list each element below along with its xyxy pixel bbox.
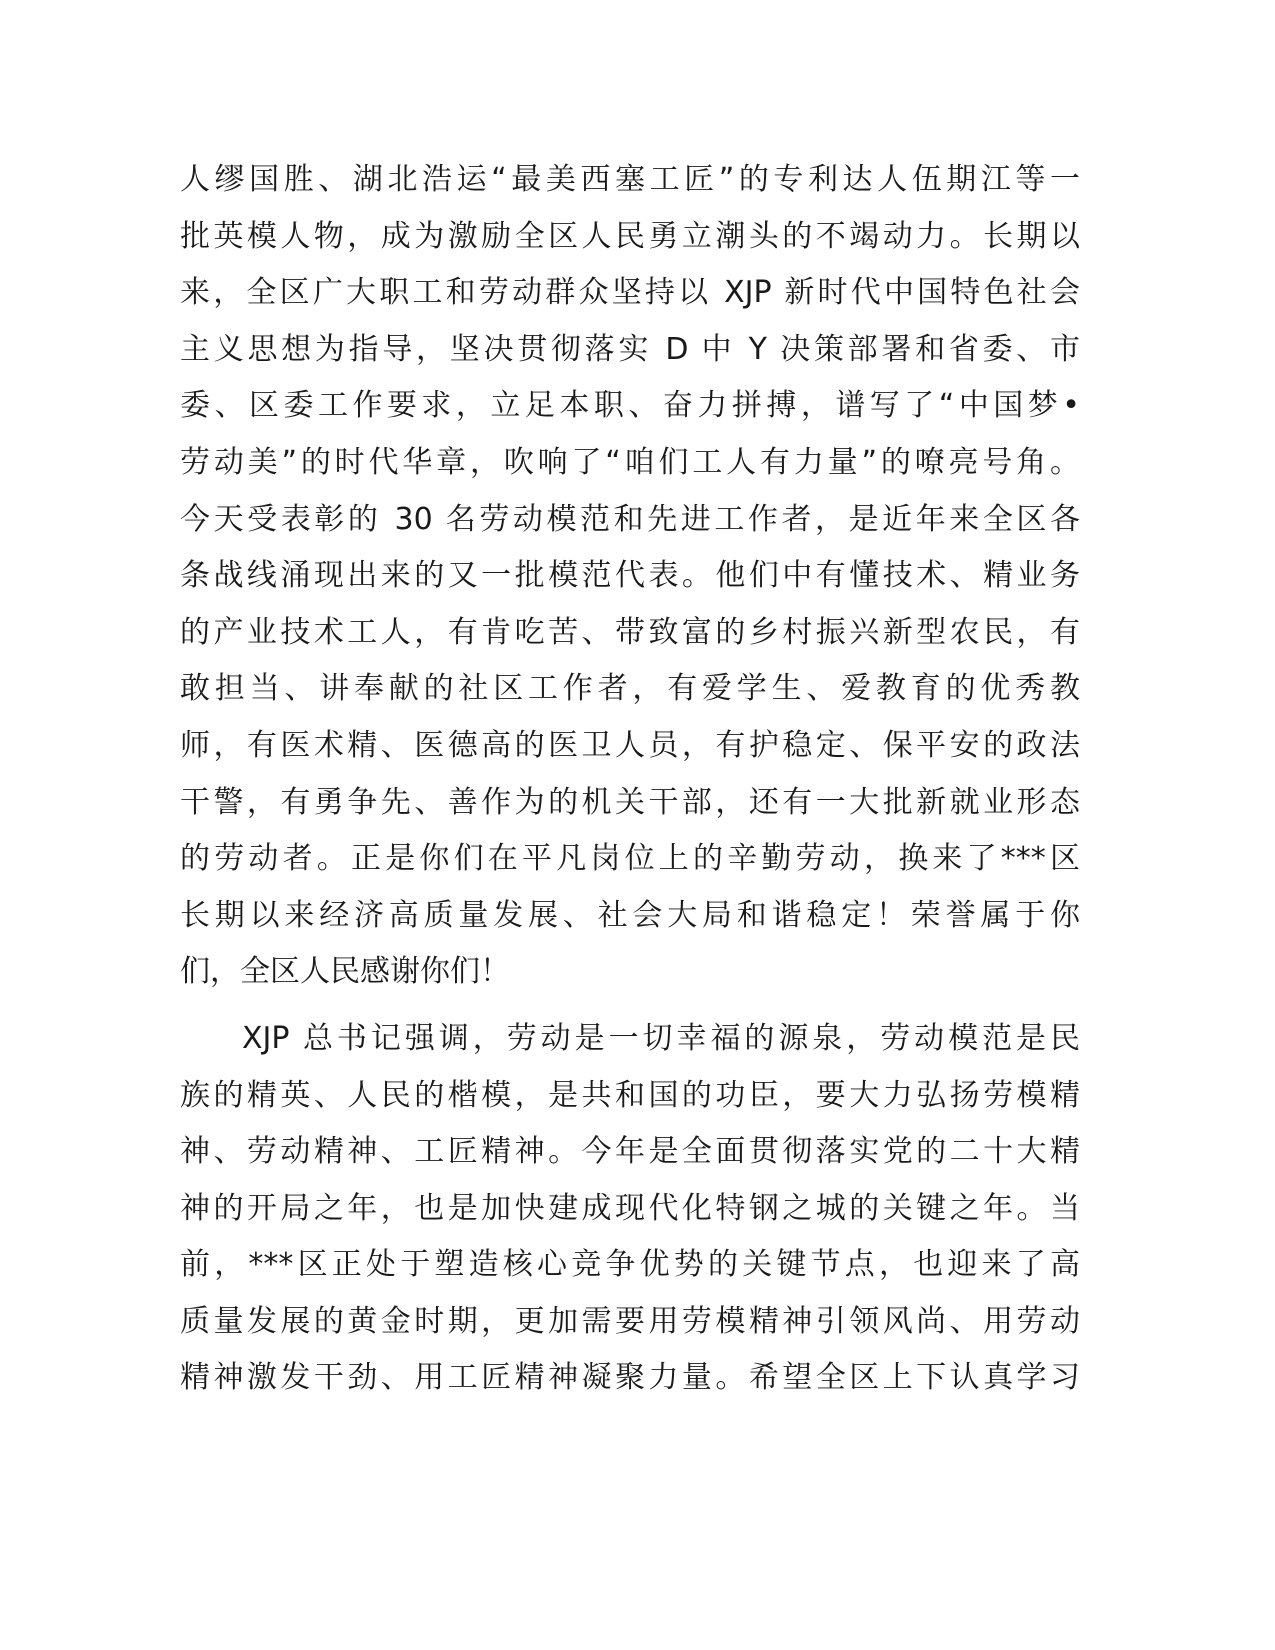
- text-line: 质量发展的黄金时期，更加需要用劳模精神引领风尚、用劳动: [180, 1303, 1080, 1339]
- text-line: 委、区委工作要求，立足本职、奋力拼搏，谱写了“中国梦•: [180, 388, 1080, 424]
- text-line: 来，全区广大职工和劳动群众坚持以 XJP 新时代中国特色社会: [180, 275, 1080, 311]
- text-line: 族的精英、人民的楷模，是共和国的功臣，要大力弘扬劳模精: [180, 1077, 1080, 1113]
- text-line: 的产业技术工人，有肯吃苦、带致富的乡村振兴新型农民，有: [180, 614, 1080, 650]
- text-line: 前，***区正处于塑造核心竞争优势的关键节点，也迎来了高: [180, 1247, 1080, 1283]
- body-text: [180, 152, 1080, 1407]
- text-line: 条战线涌现出来的又一批模范代表。他们中有懂技术、精业务: [180, 558, 1080, 594]
- text-line: 批英模人物，成为激励全区人民勇立潮头的不竭动力。长期以: [180, 218, 1080, 254]
- paragraph-1: [180, 152, 1080, 1001]
- text-line: 师，有医术精、医德高的医卫人员，有护稳定、保平安的政法: [180, 727, 1080, 763]
- text-line: 今天受表彰的 30 名劳动模范和先进工作者，是近年来全区各: [180, 501, 1080, 537]
- paragraph-gap: [180, 1001, 1080, 1011]
- text-line: 劳动美”的时代华章，吹响了“咱们工人有力量”的嘹亮号角。: [180, 444, 1080, 480]
- text-line: 人缪国胜、湖北浩运“最美西塞工匠”的专利达人伍期江等一: [180, 162, 1080, 197]
- text-line: XJP 总书记强调，劳动是一切幸福的源泉，劳动模范是民: [242, 1020, 1080, 1056]
- text-line: 神的开局之年，也是加快建成现代化特钢之城的关键之年。当: [180, 1190, 1080, 1226]
- text-line: 精神激发干劲、用工匠精神凝聚力量。希望全区上下认真学习: [180, 1360, 1080, 1396]
- text-line: 干警，有勇争先、善作为的机关干部，还有一大批新就业形态: [180, 784, 1080, 820]
- text-line: 的劳动者。正是你们在平凡岗位上的辛勤劳动，换来了***区: [180, 841, 1080, 877]
- text-line: 长期以来经济高质量发展、社会大局和谐稳定！荣誉属于你: [180, 897, 1080, 933]
- text-line: 敢担当、讲奉献的社区工作者，有爱学生、爱教育的优秀教: [180, 671, 1080, 707]
- text-line: 主义思想为指导，坚决贯彻落实 D 中 Y 决策部署和省委、市: [180, 331, 1080, 367]
- paragraph-2: [180, 1011, 1080, 1407]
- text-line: 们，全区人民感谢你们！: [180, 954, 510, 990]
- text-line: 神、劳动精神、工匠精神。今年是全面贯彻落实党的二十大精: [180, 1134, 1080, 1170]
